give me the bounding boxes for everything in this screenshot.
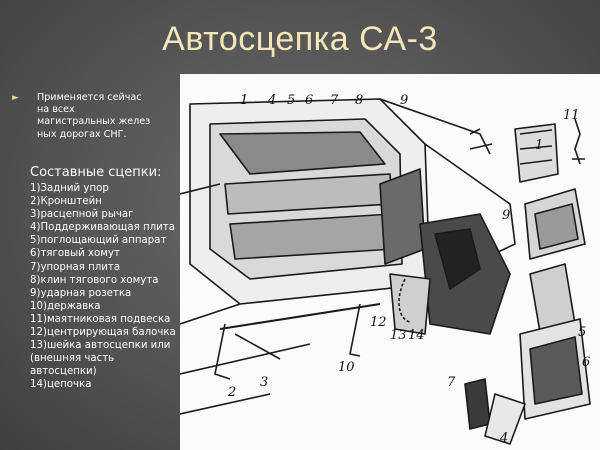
- label-7-exploded: 7: [447, 375, 456, 390]
- parts-heading: Составные сцепки:: [30, 165, 162, 180]
- label-10: 10: [338, 360, 355, 375]
- coupler-diagram: [180, 74, 600, 450]
- label-3: 3: [260, 375, 269, 390]
- label-1: 1: [240, 93, 249, 108]
- part-item: 1)Задний упор: [30, 183, 109, 194]
- label-11: 11: [563, 108, 580, 123]
- slide-title: Автосцепка СА-3: [162, 20, 438, 58]
- part-item: 8)клин тягового хомута: [30, 274, 159, 286]
- part-item: 12)центрирующая балочка: [30, 327, 176, 339]
- label-13: 13: [390, 328, 407, 343]
- label-9: 9: [400, 93, 409, 108]
- label-9-exploded: 9: [502, 208, 511, 223]
- part-item: 4)Поддерживающая плита: [30, 222, 175, 234]
- label-8: 8: [355, 93, 364, 108]
- part-item: 14)цепочка: [30, 379, 92, 391]
- part-item: 13)шейка автосцепки или (внешняя часть автосцепки): [30, 340, 171, 378]
- part-item: 2)Кронштейн: [30, 196, 102, 208]
- part-item: 7)упорная плита: [30, 261, 121, 273]
- part-item: 6)тяговый хомут: [30, 248, 120, 260]
- label-12: 12: [370, 315, 387, 330]
- label-6-exploded: 6: [582, 355, 591, 370]
- parts-list: [30, 182, 180, 392]
- label-6: 6: [305, 93, 314, 108]
- part-item: 11)маятниковая подвеска: [30, 313, 171, 325]
- bullet-block: [12, 92, 177, 141]
- part-item: 5)поглощающий аппарат: [30, 235, 167, 247]
- bullet-text: Применяется сейчас на всех магистральных желез ных дорогах СНГ.: [37, 92, 151, 140]
- label-5: 5: [287, 93, 296, 108]
- part-item: 3)расцепной рычаг: [30, 209, 134, 221]
- label-2: 2: [228, 385, 237, 400]
- label-4-exploded: 4: [500, 431, 509, 446]
- parts-section: [30, 165, 180, 392]
- part-item: 9)ударная розетка: [30, 287, 132, 299]
- label-5-exploded: 5: [578, 325, 587, 340]
- label-1-exploded: 1: [535, 138, 544, 153]
- coupler-drawing: [180, 74, 600, 450]
- bullet-arrow-icon: ►: [12, 93, 19, 103]
- label-14: 14: [408, 328, 425, 343]
- label-4: 4: [268, 93, 277, 108]
- part-item: 10)державка: [30, 300, 101, 312]
- label-7: 7: [330, 93, 339, 108]
